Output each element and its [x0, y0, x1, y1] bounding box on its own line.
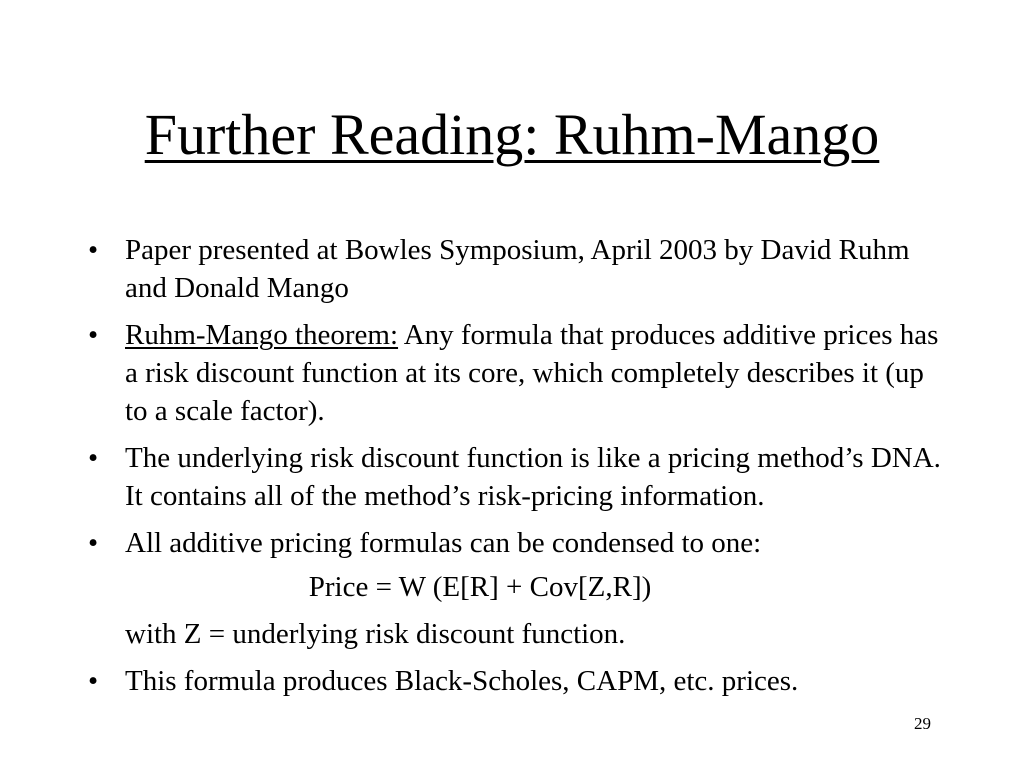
pricing-formula: Price = W (E[R] + Cov[Z,R]) [308, 571, 652, 603]
bullet-text: This formula produces Black-Scholes, CAPM, etc. prices. [125, 665, 799, 697]
theorem-label: Ruhm-Mango theorem: [125, 319, 399, 351]
bullet-item [88, 524, 945, 653]
formula-note: with Z = underlying risk discount function. [125, 618, 626, 650]
bullet-marker: • [88, 234, 99, 266]
bullet-text: Any formula that produces additive prices has a risk discount function at its core, which completely describes it (up to a scale factor). [125, 319, 939, 427]
bullet-text: Paper presented at Bowles Symposium, April 2003 by David Ruhm and Donald Mango [125, 234, 910, 304]
bullet-item [88, 316, 945, 430]
bullet-item [88, 439, 945, 515]
bullet-text: All additive pricing formulas can be condensed to one: [125, 527, 762, 559]
slide-title: Further Reading: Ruhm-Mango [144, 102, 880, 167]
bullet-marker: • [88, 319, 99, 351]
bullet-marker: • [88, 665, 99, 697]
bullet-marker: • [88, 442, 99, 474]
bullet-marker: • [88, 527, 99, 559]
bullet-item [88, 662, 945, 700]
page-number: 29 [914, 714, 931, 733]
bullet-text-container [125, 316, 945, 430]
bullet-item [88, 231, 945, 307]
bullet-text: The underlying risk discount function is like a pricing method’s DNA. It contains all of the method’s risk-pricing information. [125, 442, 941, 512]
bullet-list [88, 231, 945, 709]
